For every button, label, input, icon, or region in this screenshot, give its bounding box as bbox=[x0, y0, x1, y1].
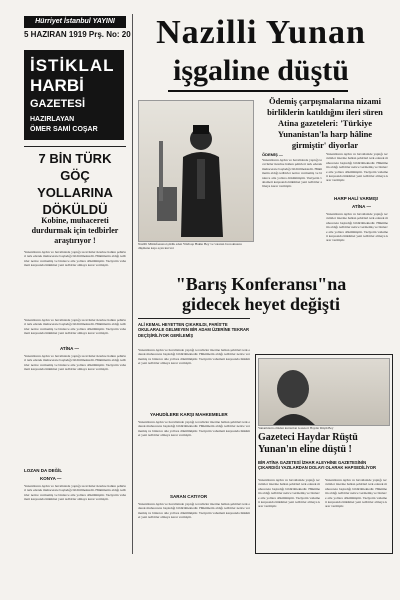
side-headline: 7 BİN TÜRK GÖÇ YOLLARINA DÖKÜLDÜ bbox=[37, 151, 113, 217]
lead-subhead: HARP HALİ VARMIŞ! bbox=[334, 196, 379, 201]
lead-text-1: Yunanlıların Aydın ve havalisinde yaptığı tecavüzler üzerine halkın şehirleri terk ederek muhacerete başladığı bildirilmektedir. Hükümetin aldığı tedbirler netice vermemiş ve binlerce aile yollara dökülmüştür. Vaziyetin vahameti karşısında hükümet yeni tedbirler almaya karar vermiştir. bbox=[262, 158, 322, 189]
issue-date: 5 HAZIRAN 1919 Prş. No: 20 bbox=[24, 30, 131, 39]
gazeteci-deck: BİR ATİNA GAZETESİ İZHAR ALEYHİNE GAZETESİNİN ÇIKARDIĞI YAZILARDAN DOLAYI OLARAK HAPSEDİLİYOR bbox=[258, 460, 377, 471]
peace-text-2: Yunanlıların Aydın ve havalisinde yaptığı tecavüzler üzerine halkın şehirleri terk ederek muhacerete başladığı bildirilmektedir. Hükümetin aldığı tedbirler netice vermemiş ve binlerce aile yollara dökülmüştür. Vaziyetin vahameti karşısında hükümet yeni tedbirler almaya karar vermiştir. bbox=[138, 420, 250, 438]
lead-byline: ÖDEMİŞ — bbox=[262, 152, 283, 157]
peace-deck: ALİ KEMAL HEYETTEN ÇIKARILDI, PARİS'TE OKULARALE GELMEYEN BİR ADAM ÜZERİNE TEKRAR DEÇİŞİRİLİYOR GERİLEMİŞ bbox=[138, 322, 250, 338]
photo-caption: Nazilli Müdafaasına iştirâk eden Yüzbaşı Hakkı Bey ve vatanın bu noktasını düşmana kapı açan kuvvet bbox=[138, 242, 242, 251]
lead-loc: ATİNA — bbox=[352, 204, 371, 209]
publisher-bar: Hürriyet İstanbul YAYINI bbox=[24, 16, 126, 28]
peace-text-3: Yunanlıların Aydın ve havalisinde yaptığı tecavüzler üzerine halkın şehirleri terk ederek muhacerete başladığı bildirilmektedir. Hükümetin aldığı tedbirler netice vermemiş ve binlerce aile yollara dökülmüştür. Vaziyetin vahameti karşısında hükümet yeni tedbirler almaya karar vermiştir. bbox=[138, 502, 250, 520]
peace-subhead-2: SARAN CATIYOR bbox=[170, 494, 208, 499]
divider bbox=[24, 146, 126, 147]
peace-subhead-1: YAHUDİLERE KARŞI MAHKEMELER bbox=[150, 412, 228, 417]
main-headline-2: işgaline düştü bbox=[173, 54, 349, 87]
journalist-caption: Yunanlıların elinden kurtarılan Gazeteci Haydar Rüştü Bey bbox=[258, 426, 334, 430]
gazeteci-text-2: Yunanlıların Aydın ve havalisinde yaptığı tecavüzler üzerine halkın şehirleri terk ederek muhacerete başladığı bildirilmektedir. Hükümetin aldığı tedbirler netice vermemiş ve binlerce aile yollara dökülmüştür. Vaziyetin vahameti karşısında hükümet yeni tedbirler almaya karar vermiştir. bbox=[325, 478, 387, 509]
side-text-3: Yunanlıların Aydın ve havalisinde yaptığı tecavüzler üzerine halkın şehirleri terk ederek muhacerete başladığı bildirilmektedir. Hükümetin aldığı tedbirler netice vermemiş ve binlerce aile yollara dökülmüştür. Vaziyetin vahameti karşısında hükümet yeni tedbirler almaya karar vermiştir. bbox=[24, 354, 126, 372]
portrait-figure-icon bbox=[139, 101, 253, 241]
prepared-by-label: HAZIRLAYAN bbox=[30, 116, 75, 123]
peace-headline: "Barış Konferansı"na gidecek heyet değişti bbox=[175, 274, 347, 314]
journalist-portrait-icon bbox=[259, 359, 389, 425]
lead-text-2: Yunanlıların Aydın ve havalisinde yaptığı tecavüzler üzerine halkın şehirleri terk ederek muhacerete başladığı bildirilmektedir. Hükümetin aldığı tedbirler netice vermemiş ve binlerce aile yollara dökülmüştür. Vaziyetin vahameti karşısında hükümet yeni tedbirler almaya karar vermiştir. bbox=[326, 152, 388, 183]
side-text-4: Yunanlıların Aydın ve havalisinde yaptığı tecavüzler üzerine halkın şehirleri terk ederek muhacerete başladığı bildirilmektedir. Hükümetin aldığı tedbirler netice vermemiş ve binlerce aile yollara dökülmüştür. Vaziyetin vahameti karşısında hükümet yeni tedbirler almaya karar vermiştir. bbox=[24, 484, 126, 502]
masthead-name-2: HARBİ bbox=[30, 76, 84, 95]
masthead-name-1: İSTİKLAL bbox=[30, 56, 115, 75]
lead-text-3: Yunanlıların Aydın ve havalisinde yaptığı tecavüzler üzerine halkın şehirleri terk ederek muhacerete başladığı bildirilmektedir. Hükümetin aldığı tedbirler netice vermemiş ve binlerce aile yollara dökülmüştür. Vaziyetin vahameti karşısında hükümet yeni tedbirler almaya karar vermiştir. bbox=[326, 212, 388, 243]
gazeteci-text-1: Yunanlıların Aydın ve havalisinde yaptığı tecavüzler üzerine halkın şehirleri terk ederek muhacerete başladığı bildirilmektedir. Hükümetin aldığı tedbirler netice vermemiş ve binlerce aile yollara dökülmüştür. Vaziyetin vahameti karşısında hükümet yeni tedbirler almaya karar vermiştir. bbox=[258, 478, 320, 509]
side-text-1: Yunanlıların Aydın ve havalisinde yaptığı tecavüzler üzerine halkın şehirleri terk ederek muhacerete başladığı bildirilmektedir. Hükümetin aldığı tedbirler netice vermemiş ve binlerce aile yollara dökülmüştür. Vaziyetin vahameti karşısında hükümet yeni tedbirler almaya karar vermiştir. bbox=[24, 250, 126, 268]
masthead-name-3: GAZETESİ bbox=[30, 98, 86, 110]
lead-deck: Ödemiş çarpışmalarına nizami birliklerin katıldığını ileri süren Atina gazeteleri: 'Türkiye Yunanistan'la harp hâline girmiştir' diyorlar bbox=[267, 96, 383, 150]
headline-underline bbox=[168, 90, 348, 92]
side-loc-c: KONYA — bbox=[40, 476, 62, 481]
main-headline-1: Nazilli Yunan bbox=[156, 14, 366, 51]
column-rule bbox=[132, 14, 133, 554]
side-sub-b: LOZAN DA DEĞİL bbox=[24, 468, 63, 473]
side-loc-a: ATİNA — bbox=[60, 346, 79, 351]
divider bbox=[138, 318, 250, 319]
peace-text-1: Yunanlıların Aydın ve havalisinde yaptığı tecavüzler üzerine halkın şehirleri terk ederek muhacerete başladığı bildirilmektedir. Hükümetin aldığı tedbirler netice vermemiş ve binlerce aile yollara dökülmüştür. Vaziyetin vahameti karşısında hükümet yeni tedbirler almaya karar vermiştir. bbox=[138, 348, 250, 366]
portrait-photo bbox=[138, 100, 254, 242]
side-subheading: Kobine, muhacereti durdurmak için tedbirler araştırıyor ! bbox=[31, 216, 119, 245]
journalist-photo bbox=[258, 358, 390, 426]
prepared-by: ÖMER SAMİ COŞAR bbox=[30, 126, 98, 133]
masthead-box bbox=[24, 50, 124, 140]
side-text-2: Yunanlıların Aydın ve havalisinde yaptığı tecavüzler üzerine halkın şehirleri terk ederek muhacerete başladığı bildirilmektedir. Hükümetin aldığı tedbirler netice vermemiş ve binlerce aile yollara dökülmüştür. Vaziyetin vahameti karşısında hükümet yeni tedbirler almaya karar vermiştir. bbox=[24, 318, 126, 336]
gazeteci-headline: Gazeteci Haydar Rüştü Yunan'ın eline düştü ! bbox=[258, 432, 358, 455]
